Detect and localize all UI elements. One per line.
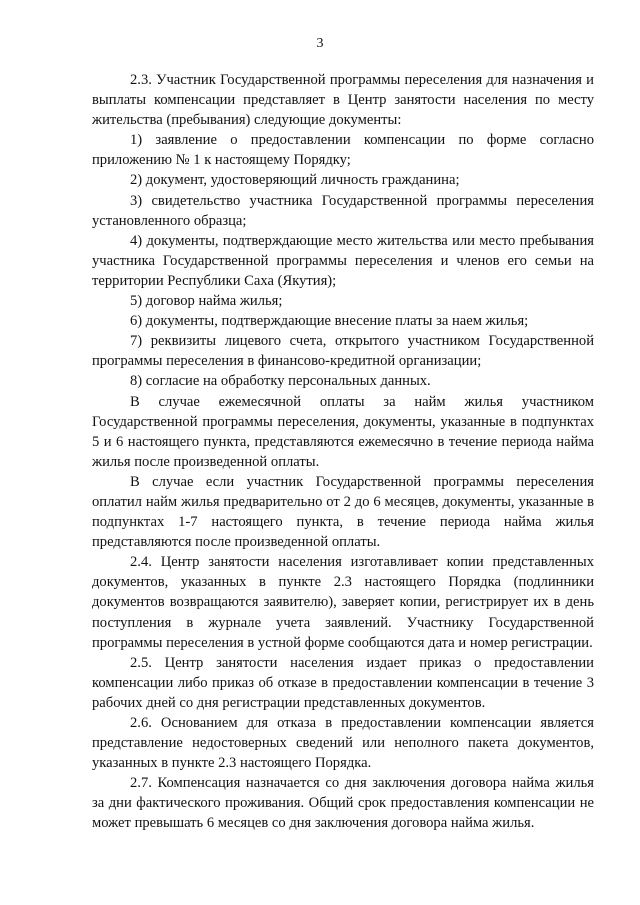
paragraph-prepayment: В случае если участник Государственной программы переселения оплатил найм жилья предварительно от 2 до 6 месяцев, документы, указанные в подпунктах 1-7 настоящего пункта, в течение периода найма жилья представляются после произведенной оплаты. — [92, 473, 594, 551]
list-item-3: 3) свидетельство участника Государственной программы переселения установленного образца; — [92, 192, 594, 229]
page-number: 3 — [316, 36, 324, 51]
list-item-8: 8) согласие на обработку персональных данных. — [130, 373, 431, 390]
paragraph-2-6: 2.6. Основанием для отказа в предоставлении компенсации является представление недостоверных сведений или неполного пакета документов, указанных в пункте 2.3 настоящего Порядка. — [92, 715, 594, 772]
paragraph-monthly-payment: В случае ежемесячной оплаты за найм жилья участником Государственной программы переселения, документы, указанные в подпунктах 5 и 6 настоящего пункта, представляются ежемесячно в течение периода найма жилья после произведенной оплаты. — [92, 393, 594, 470]
paragraph-2-3: 2.3. Участник Государственной программы переселения для назначения и выплаты компенсации представляет в Центр занятости населения по месту жительства (пребывания) следующие документы: — [92, 72, 594, 129]
list-item-4: 4) документы, подтверждающие место жительства или место пребывания участника Государственной программы переселения и членов его семьи на территории Республики Саха (Якутия); — [92, 232, 594, 289]
paragraph-2-5: 2.5. Центр занятости населения издает приказ о предоставлении компенсации либо приказ об отказе в предоставлении компенсации в течение 3 рабочих дней со дня регистрации представленных документов. — [92, 654, 594, 711]
list-item-2: 2) документ, удостоверяющий личность гражданина; — [130, 172, 460, 189]
list-item-1: 1) заявление о предоставлении компенсации по форме согласно приложению № 1 к настоящему Порядку; — [92, 132, 594, 169]
paragraph-2-4: 2.4. Центр занятости населения изготавливает копии представленных документов, указанных в пункте 2.3 настоящего Порядка (подлинники документов возвращаются заявителю), заверяет копии, регистрирует их в день поступления в журнале учета заявлений. Участнику Государственной программы переселения в устной форме сообщаются дата и номер регистрации. — [92, 554, 594, 651]
list-item-6: 6) документы, подтверждающие внесение платы за наем жилья; — [130, 313, 529, 330]
list-item-7: 7) реквизиты лицевого счета, открытого участником Государственной программы переселения в финансово-кредитной организации; — [92, 333, 594, 370]
paragraph-2-7: 2.7. Компенсация назначается со дня заключения договора найма жилья за дни фактического проживания. Общий срок предоставления компенсации не может превышать 6 месяцев со дня заключения договора найма жилья. — [92, 775, 594, 832]
document-body — [92, 70, 594, 834]
list-item-5: 5) договор найма жилья; — [130, 293, 283, 310]
